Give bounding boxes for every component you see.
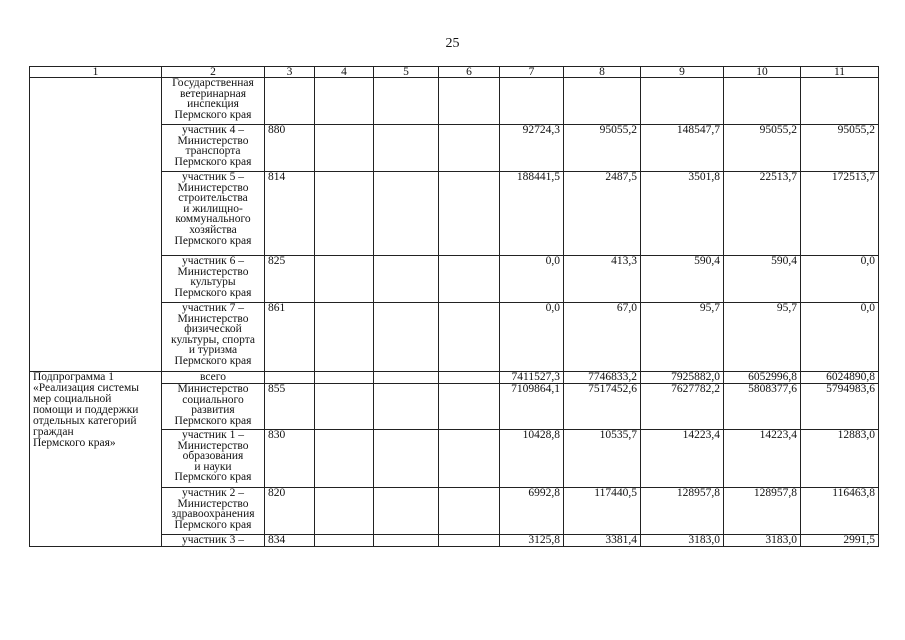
executor-line: Пермского края <box>174 155 252 168</box>
executor-line: физической <box>184 323 242 336</box>
empty-cell <box>374 172 439 256</box>
column-number: 5 <box>374 67 439 78</box>
executor-cell <box>162 303 265 372</box>
empty-cell <box>315 172 374 256</box>
executor-cell <box>162 125 265 172</box>
empty-cell <box>315 256 374 303</box>
value-cell: 6052996,8 <box>724 372 801 384</box>
value-cell: 148547,7 <box>641 125 724 172</box>
value-cell: 95055,2 <box>801 125 879 172</box>
code-cell: 820 <box>265 488 315 535</box>
subprogram-name-line: «Реализация системы <box>33 382 139 394</box>
empty-cell <box>315 125 374 172</box>
value-cell: 2991,5 <box>801 535 879 547</box>
executor-line: Министерство <box>177 265 249 278</box>
executor-line: Пермского края <box>174 286 252 299</box>
value-cell: 95,7 <box>641 303 724 372</box>
code-cell: 861 <box>265 303 315 372</box>
subprogram-name-line: помощи и поддержки <box>33 404 139 416</box>
value-cell: 5808377,6 <box>724 384 801 430</box>
value-cell <box>564 78 641 125</box>
value-cell: 7109864,1 <box>500 384 564 430</box>
executor-line: участник 3 – <box>182 534 244 546</box>
executor-line: и туризма <box>188 344 238 357</box>
value-cell: 92724,3 <box>500 125 564 172</box>
value-cell <box>641 78 724 125</box>
executor-line: развития <box>191 404 235 417</box>
empty-cell <box>439 535 500 547</box>
executor-line: транспорта <box>185 145 241 158</box>
executor-cell <box>162 488 265 535</box>
empty-cell <box>315 488 374 535</box>
code-cell: 830 <box>265 430 315 488</box>
executor-line: Министерство <box>177 181 249 194</box>
code-cell: 814 <box>265 172 315 256</box>
code-cell <box>265 78 315 125</box>
executor-line: Государственная <box>172 77 254 89</box>
empty-cell <box>439 372 500 384</box>
code-cell <box>265 372 315 384</box>
empty-cell <box>439 172 500 256</box>
executor-cell <box>162 256 265 303</box>
value-cell: 7411527,3 <box>500 372 564 384</box>
empty-cell <box>439 256 500 303</box>
value-cell: 590,4 <box>724 256 801 303</box>
subprogram-name-line: отдельных категорий <box>33 415 137 427</box>
value-cell: 3501,8 <box>641 172 724 256</box>
value-cell: 413,3 <box>564 256 641 303</box>
value-cell: 10428,8 <box>500 430 564 488</box>
value-cell: 128957,8 <box>641 488 724 535</box>
empty-cell <box>374 488 439 535</box>
executor-line: участник 2 – <box>182 487 244 499</box>
value-cell: 3183,0 <box>724 535 801 547</box>
executor-line: Пермского края <box>174 234 252 247</box>
executor-line: Пермского края <box>174 518 252 531</box>
empty-cell <box>374 372 439 384</box>
executor-cell <box>162 372 265 384</box>
value-cell: 7627782,2 <box>641 384 724 430</box>
executor-cell <box>162 430 265 488</box>
page-number: 25 <box>445 36 460 51</box>
subprogram-name-line: Подпрограмма 1 <box>33 371 115 383</box>
empty-cell <box>315 303 374 372</box>
executor-line: инспекция <box>187 98 239 111</box>
executor-cell <box>162 78 265 125</box>
column-number: 1 <box>30 67 162 78</box>
empty-cell <box>439 430 500 488</box>
column-number: 6 <box>439 67 500 78</box>
value-cell: 3125,8 <box>500 535 564 547</box>
empty-cell <box>374 303 439 372</box>
subprogram-name <box>30 372 162 547</box>
value-cell: 116463,8 <box>801 488 879 535</box>
executor-line: коммунального <box>175 213 251 226</box>
executor-line: строительства <box>178 192 248 205</box>
column-number: 8 <box>564 67 641 78</box>
value-cell: 12883,0 <box>801 430 879 488</box>
table-row <box>30 372 879 384</box>
executor-line: и науки <box>194 460 232 473</box>
column-number: 10 <box>724 67 801 78</box>
value-cell: 590,4 <box>641 256 724 303</box>
subprogram-name-line: мер социальной <box>33 393 112 405</box>
executor-line: Пермского края <box>174 471 252 484</box>
empty-cell <box>374 430 439 488</box>
column-number: 4 <box>315 67 374 78</box>
value-cell: 0,0 <box>801 256 879 303</box>
code-cell: 834 <box>265 535 315 547</box>
value-cell: 14223,4 <box>641 430 724 488</box>
executor-line: социального <box>182 393 244 406</box>
column-number: 2 <box>162 67 265 78</box>
column-number: 7 <box>500 67 564 78</box>
empty-cell <box>315 372 374 384</box>
executor-line: культуры <box>190 276 236 289</box>
value-cell <box>500 78 564 125</box>
empty-cell <box>439 488 500 535</box>
subprogram-name-line: Пермского края» <box>33 437 116 449</box>
value-cell: 0,0 <box>500 303 564 372</box>
empty-program-cell <box>30 78 162 372</box>
value-cell: 188441,5 <box>500 172 564 256</box>
empty-cell <box>315 384 374 430</box>
value-cell: 3183,0 <box>641 535 724 547</box>
empty-cell <box>439 303 500 372</box>
value-cell: 95,7 <box>724 303 801 372</box>
value-cell: 0,0 <box>500 256 564 303</box>
empty-cell <box>315 535 374 547</box>
executor-line: участник 6 – <box>182 255 244 267</box>
executor-line: Министерство <box>177 134 249 147</box>
empty-cell <box>374 384 439 430</box>
code-cell: 855 <box>265 384 315 430</box>
executor-line: Пермского края <box>174 108 252 121</box>
executor-line: Министерство <box>177 312 249 325</box>
empty-cell <box>374 256 439 303</box>
executor-line: Министерство <box>177 383 249 395</box>
empty-cell <box>315 78 374 125</box>
value-cell <box>724 78 801 125</box>
value-cell: 7517452,6 <box>564 384 641 430</box>
value-cell: 172513,7 <box>801 172 879 256</box>
empty-cell <box>374 535 439 547</box>
value-cell: 7746833,2 <box>564 372 641 384</box>
column-number: 3 <box>265 67 315 78</box>
code-cell: 880 <box>265 125 315 172</box>
executor-line: всего <box>200 371 226 383</box>
column-number: 9 <box>641 67 724 78</box>
executor-line: культуры, спорта <box>171 333 255 346</box>
empty-cell <box>374 78 439 125</box>
value-cell: 6024890,8 <box>801 372 879 384</box>
value-cell: 128957,8 <box>724 488 801 535</box>
executor-line: Пермского края <box>174 354 252 367</box>
value-cell: 95055,2 <box>564 125 641 172</box>
value-cell: 5794983,6 <box>801 384 879 430</box>
empty-cell <box>439 125 500 172</box>
executor-line: Министерство <box>177 497 249 510</box>
value-cell: 2487,5 <box>564 172 641 256</box>
value-cell: 117440,5 <box>564 488 641 535</box>
value-cell: 95055,2 <box>724 125 801 172</box>
executor-line: участник 1 – <box>182 429 244 441</box>
executor-line: участник 5 – <box>182 171 244 183</box>
empty-cell <box>374 125 439 172</box>
value-cell: 67,0 <box>564 303 641 372</box>
executor-line: и жилищно- <box>183 202 243 215</box>
subprogram-name-line: граждан <box>33 426 74 438</box>
empty-cell <box>439 384 500 430</box>
table-row <box>30 78 879 125</box>
executor-line: участник 7 – <box>182 302 244 314</box>
value-cell <box>801 78 879 125</box>
executor-line: хозяйства <box>189 223 237 236</box>
value-cell: 10535,7 <box>564 430 641 488</box>
empty-cell <box>315 430 374 488</box>
value-cell: 7925882,0 <box>641 372 724 384</box>
value-cell: 0,0 <box>801 303 879 372</box>
empty-cell <box>439 78 500 125</box>
column-number-row <box>30 67 879 78</box>
executor-cell <box>162 384 265 430</box>
executor-line: ветеринарная <box>179 87 247 100</box>
executor-cell <box>162 535 265 547</box>
value-cell: 14223,4 <box>724 430 801 488</box>
executor-line: Пермского края <box>174 414 252 427</box>
budget-table <box>29 66 879 547</box>
value-cell: 22513,7 <box>724 172 801 256</box>
executor-line: образования <box>182 450 244 463</box>
value-cell: 3381,4 <box>564 535 641 547</box>
code-cell: 825 <box>265 256 315 303</box>
executor-line: здравоохранения <box>171 508 255 521</box>
executor-line: Министерство <box>177 439 249 452</box>
column-number: 11 <box>801 67 879 78</box>
value-cell: 6992,8 <box>500 488 564 535</box>
executor-cell <box>162 172 265 256</box>
executor-line: участник 4 – <box>182 124 244 136</box>
